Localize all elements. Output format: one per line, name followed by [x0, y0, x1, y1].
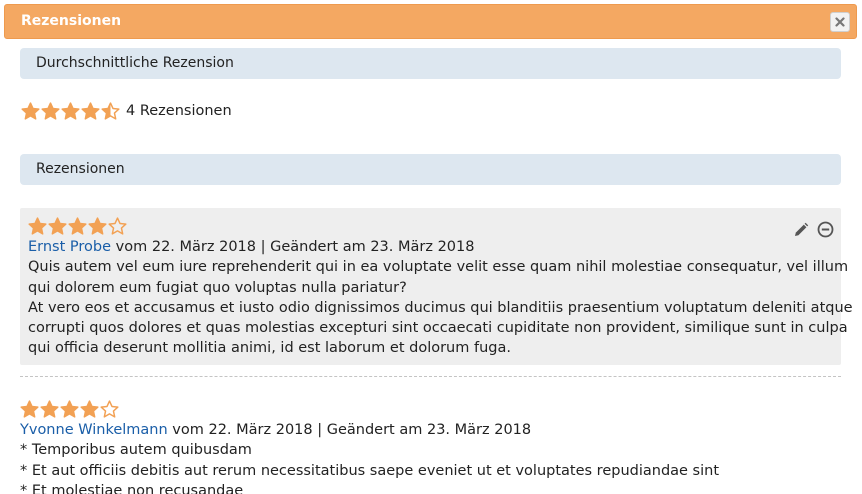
review-item — [20, 208, 853, 365]
average-section-title: Durchschnittliche Rezension — [36, 55, 234, 71]
edit-review-button[interactable] — [793, 222, 809, 242]
star-empty-icon — [100, 400, 119, 418]
close-button[interactable] — [830, 12, 850, 32]
star-full-icon — [88, 217, 107, 235]
star-full-icon — [80, 400, 99, 418]
review-text-line: qui dolorem eum fugiat quo voluptas nulla pariatur? — [28, 279, 407, 296]
star-full-icon — [40, 400, 59, 418]
review-item — [20, 398, 841, 494]
star-half-icon — [101, 102, 120, 120]
dialog-title: Rezensionen — [21, 13, 122, 29]
delete-review-button[interactable] — [817, 221, 834, 242]
review-author-link[interactable]: Yvonne Winkelmann — [20, 422, 168, 438]
star-full-icon — [28, 217, 47, 235]
review-rating-stars — [20, 400, 120, 418]
pencil-icon — [793, 222, 809, 238]
minus-circle-icon — [817, 221, 834, 238]
reviews-section-title: Rezensionen — [36, 161, 125, 177]
review-meta — [28, 237, 833, 257]
reviews-section-header — [20, 154, 841, 185]
star-full-icon — [48, 217, 67, 235]
review-author-link[interactable]: Ernst Probe — [28, 239, 112, 255]
review-count: 4 Rezensionen — [126, 103, 232, 119]
review-text-line: * Et molestiae non recusandae — [20, 482, 244, 494]
review-date: vom 22. März 2018 | Geändert am 23. März 2018 — [167, 422, 532, 438]
dialog-titlebar — [4, 4, 857, 39]
review-text-line: Quis autem vel eum iure reprehenderit qui in ea voluptate velit esse quam nihil molestiae consequatur, vel illum — [28, 259, 849, 276]
star-full-icon — [61, 102, 80, 120]
average-section-header — [20, 48, 841, 79]
review-actions — [793, 221, 834, 242]
star-full-icon — [81, 102, 100, 120]
star-full-icon — [20, 400, 39, 418]
review-rating-stars — [28, 217, 128, 235]
review-text-line: * Et aut officiis debitis aut rerum necessitatibus saepe eveniet ut et voluptates repudiandae sint — [20, 462, 720, 479]
review-meta — [20, 420, 841, 440]
average-rating-stars — [21, 102, 121, 120]
review-text-line: * Temporibus autem quibusdam — [20, 442, 252, 459]
star-full-icon — [41, 102, 60, 120]
close-icon — [835, 17, 845, 27]
star-full-icon — [21, 102, 40, 120]
review-divider — [20, 376, 841, 377]
review-date: vom 22. März 2018 | Geändert am 23. März 2018 — [111, 239, 475, 255]
average-rating-row — [21, 100, 232, 122]
star-full-icon — [60, 400, 79, 418]
review-text-line: At vero eos et accusamus et iusto odio dignissimos ducimus qui blanditiis praesentium voluptatum deleniti atque — [28, 299, 853, 316]
star-full-icon — [68, 217, 87, 235]
review-text-line: qui officia deserunt mollitia animi, id est laborum et dolorum fuga. — [28, 340, 511, 357]
review-text-line: corrupti quos dolores et quas molestias excepturi sint occaecati cupiditate non provident, similique sunt in culpa — [28, 320, 848, 337]
star-empty-icon — [108, 217, 127, 235]
